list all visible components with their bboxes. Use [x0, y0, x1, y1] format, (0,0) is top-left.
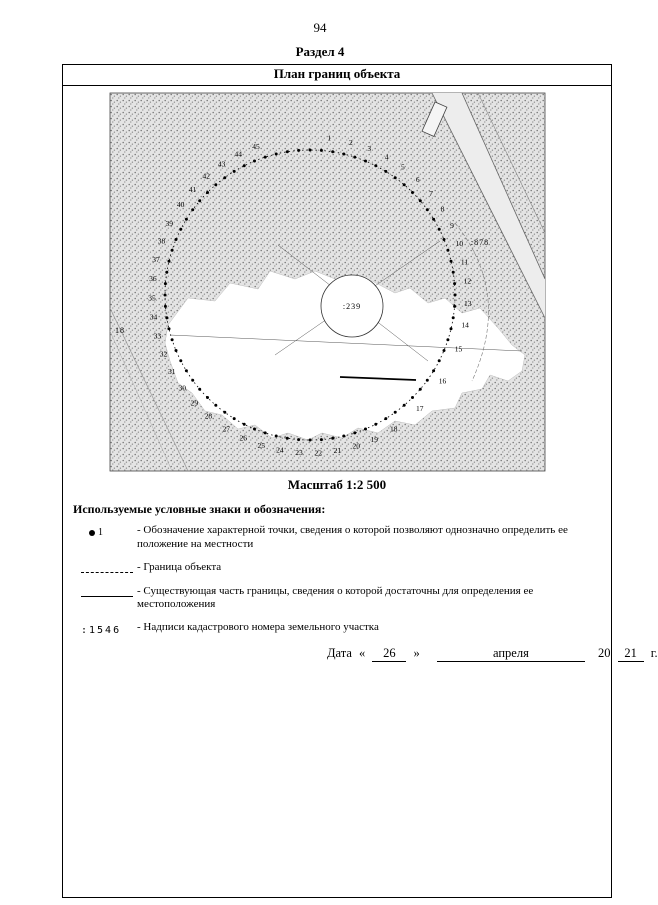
page-number: 94 — [313, 20, 327, 35]
svg-text:8: 8 — [440, 204, 445, 214]
svg-text:44: 44 — [234, 149, 243, 159]
svg-text:12: 12 — [463, 276, 472, 286]
svg-text:43: 43 — [217, 159, 226, 169]
date-year: 21 — [618, 646, 644, 662]
svg-text:2: 2 — [349, 137, 353, 147]
point-number: 1 — [98, 527, 103, 538]
solid-line-icon — [81, 588, 133, 597]
svg-text:17: 17 — [416, 404, 424, 414]
legend-item-existing-boundary — [73, 585, 597, 613]
legend-item-text: - Надписи кадастрового номера земельного участка — [137, 621, 379, 633]
date-year-suffix: г. — [650, 646, 658, 660]
svg-text:40: 40 — [176, 199, 185, 209]
svg-text:37: 37 — [152, 255, 160, 264]
svg-text:7: 7 — [429, 188, 433, 198]
svg-text:4: 4 — [384, 152, 389, 162]
svg-text:42: 42 — [202, 171, 211, 181]
svg-text:5: 5 — [401, 162, 405, 172]
date-label: Дата — [327, 646, 352, 660]
svg-text:31: 31 — [168, 367, 176, 377]
svg-text:30: 30 — [178, 383, 186, 393]
svg-text:9: 9 — [450, 221, 454, 231]
svg-text:20: 20 — [352, 441, 360, 451]
svg-text:29: 29 — [190, 398, 199, 408]
svg-text:16: 16 — [438, 376, 447, 386]
legend-item-text: - Существующая часть границы, сведения о которой достаточны для определения ее местоположения — [137, 584, 534, 611]
svg-text:39: 39 — [165, 218, 173, 228]
point-dot-icon — [89, 530, 95, 536]
legend-item-text: - Обозначение характерной точки, сведения о которой позволяют однозначно определить ее положение на местности — [137, 524, 568, 550]
svg-text:36: 36 — [149, 274, 157, 283]
legend-item-text: - Граница объекта — [137, 560, 222, 573]
parcel-239-label: :239 — [342, 302, 362, 311]
svg-text:24: 24 — [276, 445, 284, 455]
date-month: апреля — [437, 646, 585, 662]
svg-text:45: 45 — [252, 142, 260, 151]
scale-label: Масштаб 1:2 500 — [287, 477, 387, 492]
legend-item-characteristic-point — [73, 524, 597, 552]
svg-text:1: 1 — [327, 133, 332, 143]
svg-text:35: 35 — [148, 293, 156, 303]
map-plan-svg — [110, 93, 545, 471]
date-line — [327, 646, 658, 662]
legend-heading: Используемые условные знаки и обозначения: — [73, 502, 326, 516]
legend — [73, 502, 597, 645]
svg-text:10: 10 — [455, 239, 464, 249]
plan-frame — [62, 64, 658, 898]
quote-open: « — [359, 646, 366, 660]
svg-text:18: 18 — [389, 424, 398, 434]
date-day: 26 — [372, 646, 406, 662]
plan-title: План границ объекта — [63, 65, 611, 86]
characteristic-point-symbol — [73, 524, 137, 539]
solid-line-symbol — [73, 585, 137, 600]
legend-item-cadastral-number — [73, 621, 597, 636]
svg-text:26: 26 — [239, 433, 247, 443]
svg-text:41: 41 — [188, 184, 197, 194]
cadastral-number-sample: :1546 — [81, 625, 122, 636]
legend-item-object-boundary — [73, 561, 597, 576]
svg-text:6: 6 — [415, 174, 420, 184]
svg-text:28: 28 — [204, 411, 213, 421]
boundary-plan-map — [110, 93, 545, 471]
svg-text:25: 25 — [257, 440, 265, 450]
svg-text:14: 14 — [461, 320, 469, 330]
cadastral-number-symbol — [73, 621, 137, 636]
section-title: Раздел 4 — [295, 44, 345, 59]
svg-text:27: 27 — [222, 424, 231, 434]
svg-text:13: 13 — [464, 298, 472, 308]
svg-text:33: 33 — [153, 331, 162, 341]
svg-text:23: 23 — [295, 448, 303, 458]
stray-parcel-label: 18 — [115, 326, 125, 335]
svg-text:15: 15 — [454, 344, 463, 354]
adjacent-parcel-label: :878 — [470, 238, 490, 247]
svg-text:34: 34 — [149, 312, 158, 322]
svg-text:11: 11 — [460, 257, 469, 267]
dashed-line-symbol — [73, 561, 137, 576]
svg-text:21: 21 — [333, 446, 342, 456]
dashed-line-icon — [81, 564, 133, 573]
svg-text:22: 22 — [314, 448, 323, 458]
quote-close: » — [413, 646, 420, 660]
date-century: 20 — [598, 646, 611, 660]
svg-text:3: 3 — [367, 144, 372, 153]
svg-text:38: 38 — [157, 236, 166, 246]
svg-text:19: 19 — [370, 434, 379, 444]
svg-text:32: 32 — [159, 349, 168, 359]
